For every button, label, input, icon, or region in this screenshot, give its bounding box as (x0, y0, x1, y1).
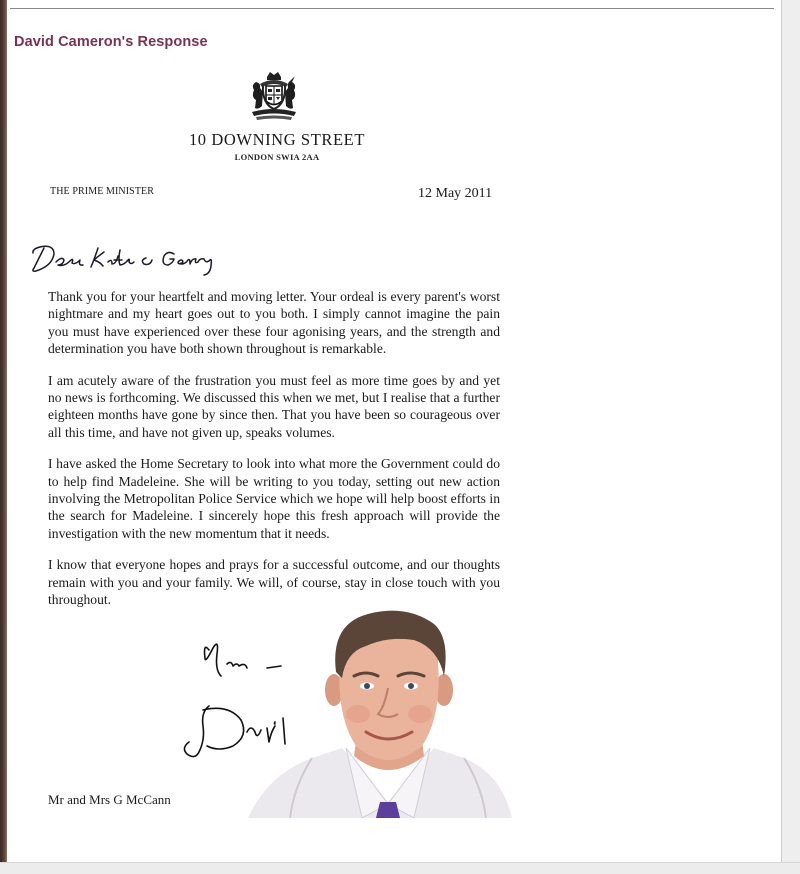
letter-paragraph: Thank you for your heartfelt and moving letter. Your ordeal is every parent's worst nightmare and my heart goes out to you both. I simply cannot imagine the pain you must have experienced over these four agonising years, and the strength and determination you have both shown throughout is remarkable. (48, 289, 500, 357)
page-title: David Cameron's Response (14, 34, 208, 50)
sender-title: THE PRIME MINISTER (50, 186, 155, 197)
letter-paragraph: I know that everyone hopes and prays for a successful outcome, and our thoughts remain with you and your family. We will, of course, stay in close touch with you throughout. (48, 557, 500, 608)
address-postcode: LONDON SWIA 2AA (234, 152, 320, 162)
letter-paragraph: I have asked the Home Secretary to look into what more the Government could do to help find Madeleine. She will be writing to you today, setting out new action involving the Metropolitan Police Service which we hope will help boost efforts in the search for Madeleine. I sincerely hope this fresh approach will provide the investigation with the new momentum that it needs. (48, 456, 500, 541)
letter-date: 12 May 2011 (418, 186, 493, 201)
portrait-photo (238, 606, 514, 818)
letter-recipient: Mr and Mrs G McCann (48, 792, 171, 807)
letter-paragraph: I am acutely aware of the frustration you must feel as more time goes by and yet no news is forthcoming. We discussed this when we met, but I realise that a further eighteen months have gone by since then. That you have been so courageous over all this time, and have not given up, speaks volumes. (48, 372, 500, 440)
letter-body (48, 288, 500, 623)
letter-image (10, 58, 774, 858)
top-divider (10, 8, 774, 9)
address-title: 10 DOWNING STREET (188, 130, 366, 149)
royal-coat-of-arms-icon (246, 68, 302, 124)
bottom-divider (0, 862, 800, 874)
page-left-frame (0, 0, 7, 873)
page-right-margin (781, 0, 800, 873)
handwritten-salutation (28, 234, 228, 278)
